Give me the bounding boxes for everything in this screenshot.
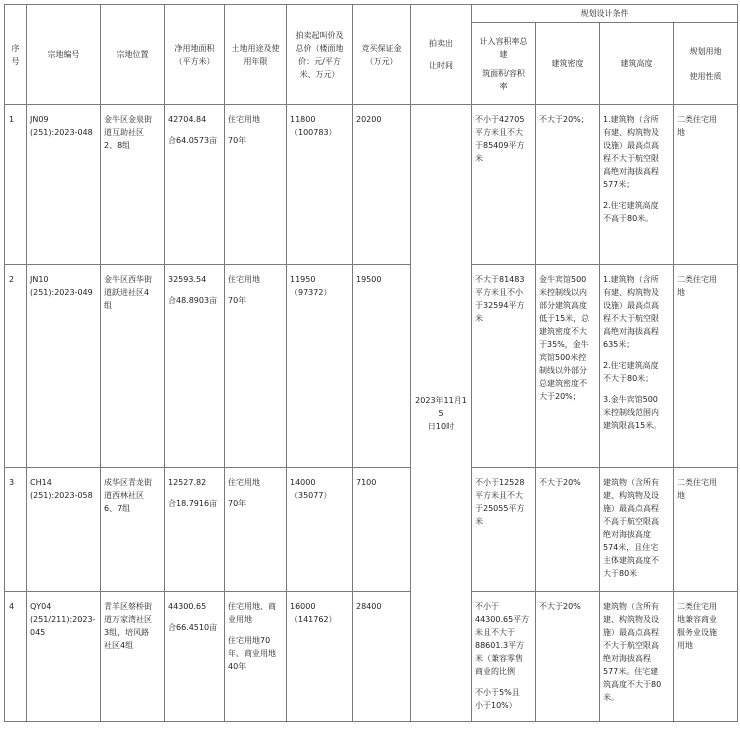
table-row xyxy=(5,592,738,722)
cell-density: 不大于20% xyxy=(536,592,600,722)
cell-no: 2 xyxy=(5,265,27,468)
header-row-1 xyxy=(5,5,738,23)
cell-height: 建筑物（含所有 建、构筑物及设 施）最高点高程 不大于航空限高 绝对海拔高程 577米。住宅建 筑高度不大于80 米。 xyxy=(600,592,674,722)
cell-price: 11800 （100783） xyxy=(287,105,353,265)
cell-density: 金牛宾馆500 米控制线以内 部分建筑高度 低于15米，总 建筑密度不大 于35%，金牛 宾馆500米控 制线以外部分 总建筑密度不 大于20%； xyxy=(536,265,600,468)
header-area: 净用地面积 （平方米） xyxy=(165,5,225,105)
cell-deposit: 19500 xyxy=(353,265,411,468)
cell-area: 32593.54 合48.8903亩 xyxy=(165,265,225,468)
cell-no: 4 xyxy=(5,592,27,722)
cell-area: 44300.65 合66.4510亩 xyxy=(165,592,225,722)
cell-far: 不小于 44300.65平方 米且不大于 88601.3平方 米（兼容零售 商业的比例 不小于5%且 小于10%） xyxy=(472,592,536,722)
cell-location: 青羊区蔡桥街 道万家湾社区 3组，培风路 社区4组 xyxy=(101,592,165,722)
cell-price: 14000 （35077） xyxy=(287,468,353,592)
cell-nature: 二类住宅用 地兼容商业 服务业设施 用地 xyxy=(674,592,738,722)
table-row xyxy=(5,105,738,265)
header-location: 宗地位置 xyxy=(101,5,165,105)
cell-deposit: 28400 xyxy=(353,592,411,722)
header-far: 计入容积率总 建 筑面积/容积 率 xyxy=(472,23,536,105)
header-no: 序号 xyxy=(5,5,27,105)
cell-usage: 住宅用地 70年 xyxy=(225,265,287,468)
cell-code: JN09 (251):2023-048 xyxy=(27,105,101,265)
cell-usage: 住宅用地 70年 xyxy=(225,105,287,265)
cell-location: 金牛区金泉街 道互助社区 2、8组 xyxy=(101,105,165,265)
cell-no: 1 xyxy=(5,105,27,265)
cell-area: 12527.82 合18.7916亩 xyxy=(165,468,225,592)
header-price: 拍卖起叫价及 总价（楼面地 价：元/平方 米、万元） xyxy=(287,5,353,105)
cell-far: 不大于81483 平方米且不小 于32594平方 米 xyxy=(472,265,536,468)
cell-height: 1.建筑物（含所 有建、构筑物及 设施）最高点高 程不大于航空限 高绝对海拔高程 577米； 2.住宅建筑高度 不高于80米。 xyxy=(600,105,674,265)
cell-usage: 住宅用地 70年 xyxy=(225,468,287,592)
cell-far: 不小于12528 平方米且不大 于25055平方 米 xyxy=(472,468,536,592)
cell-code: QY04 (251/211):2023- 045 xyxy=(27,592,101,722)
cell-code: CH14 (251):2023-058 xyxy=(27,468,101,592)
header-code: 宗地编号 xyxy=(27,5,101,105)
cell-deposit: 20200 xyxy=(353,105,411,265)
cell-no: 3 xyxy=(5,468,27,592)
cell-price: 11950 （97372） xyxy=(287,265,353,468)
cell-usage: 住宅用地、商 业用地 住宅用地70 年、商业用地 40年 xyxy=(225,592,287,722)
cell-nature: 二类住宅用 地 xyxy=(674,468,738,592)
header-deposit: 竞买保证金 （万元） xyxy=(353,5,411,105)
header-nature: 规划用地 使用性质 xyxy=(674,23,738,105)
cell-price: 16000 （141762） xyxy=(287,592,353,722)
header-height: 建筑高度 xyxy=(600,23,674,105)
cell-density: 不大于20% xyxy=(536,468,600,592)
cell-density: 不大于20%； xyxy=(536,105,600,265)
header-planning-conditions: 规划设计条件 xyxy=(472,5,738,23)
cell-code: JN10 (251):2023-049 xyxy=(27,265,101,468)
cell-nature: 二类住宅用 地 xyxy=(674,105,738,265)
header-usage: 土地用途及使 用年限 xyxy=(225,5,287,105)
cell-area: 42704.84 合64.0573亩 xyxy=(165,105,225,265)
cell-far: 不小于42705 平方米且不大 于85409平方 米 xyxy=(472,105,536,265)
cell-height: 建筑物（含所有 建、构筑物及设 施）最高点高程 不高于航空限高 绝对海拔高度 574米，且住宅 主体建筑高度不 大于80米 xyxy=(600,468,674,592)
cell-height: 1.建筑物（含所 有建、构筑物及 设施）最高点高 程不大于航空限 高绝对海拔高程 635米； 2.住宅建筑高度 不大于80米； 3.金牛宾馆500 米控制线范围内 建筑限高15米。 xyxy=(600,265,674,468)
table-row xyxy=(5,265,738,468)
header-density: 建筑密度 xyxy=(536,23,600,105)
cell-location: 金牛区西华街 道跃进社区4 组 xyxy=(101,265,165,468)
header-auction-time: 拍卖出 让时间 xyxy=(411,5,472,105)
cell-location: 成华区青龙街 道西林社区 6、7组 xyxy=(101,468,165,592)
cell-deposit: 7100 xyxy=(353,468,411,592)
cell-nature: 二类住宅用 地 xyxy=(674,265,738,468)
cell-auction-time: 2023年11月15 日10时 xyxy=(411,105,472,722)
table-row xyxy=(5,468,738,592)
land-auction-table xyxy=(4,4,738,722)
